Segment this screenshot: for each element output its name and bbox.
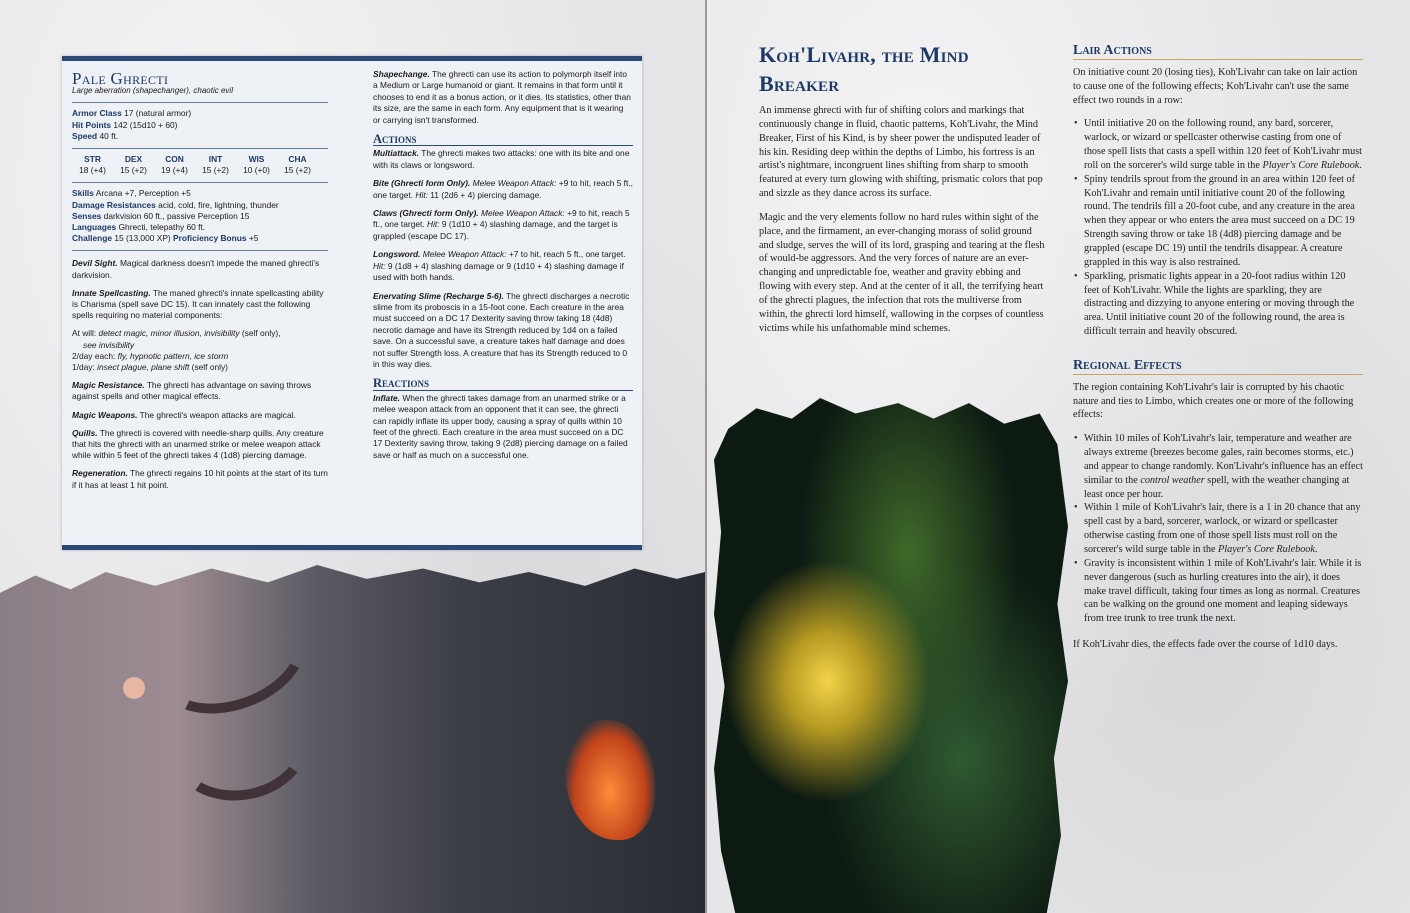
skills: Skills Arcana +7, Perception +5 (72, 188, 191, 199)
section-title: Koh'Livahr, the Mind Breaker (759, 42, 969, 96)
action: Enervating Slime (Recharge 5-6). The ghrecti discharges a necrotic slime from its proboscis in a 15-foot cone. Each creature in the area must succeed on a DC 17 Dexterity saving throw taking 18 (4d8) necrotic damage and have its Strength reduced by 1d4 on a failed save. On a successful save, a creature takes half damage and does not suffer Strength loss. A creature that has its Strength reduced to 0 in this way dies. (373, 290, 630, 369)
divider (72, 182, 328, 183)
lore-paragraph: Magic and the very elements follow no hard rules within sight of the place, and the firmament, an ever-changing morass of solid ground and sludge, serves the will of its lord, grasping and tearing at the flesh of would-be aggressors. And the very forces of nature are an ever-changing and unpredictable foe, weather and gravity ebbing and flowing with every step. And at the center of it all, the terrifying heart of the ghrecti plagues, the infection that rots the multiverse from within, the ghrecti lord himself, wallowing in the corpses of countless victims while his unfathomable mind schemes. (759, 211, 1045, 334)
reaction: Inflate. When the ghrecti takes damage from an unarmed strike or a melee weapon attack from an opponent that it can see, the ghrecti can rapidly inflate its upper body, causing a spray of quills within 10 feet of the ghrecti. Each creature in the area must succeed on a DC 17 Dexterity saving throw, taking 9 (2d8) piercing damage on a failed save or half as much on a successful one. (373, 392, 628, 460)
action: Longsword. Melee Weapon Attack: +7 to hit, reach 5 ft., one target. Hit: 9 (1d8 + 4) slashing damage or 9 (1d10 + 4) slashing damage if used with both hands. (373, 249, 626, 283)
damage-resistances: Damage Resistances acid, cold, fire, lightning, thunder (72, 199, 279, 210)
lair-actions-list (1073, 117, 1363, 339)
list-item: • Until initiative 20 on the following round, any bard, sorcerer, warlock, or wizard or spellcaster otherwise casting from one of those spell lists that casts a spell within 120 feet of Koh'Livahr must roll on the sorcerer's wild surge table in the Player's Core Rulebook. (1073, 117, 1363, 172)
monster-type: Large aberration (shapechanger), chaotic evil (72, 86, 233, 96)
trait: Devil Sight. Magical darkness doesn't impede the maned ghrecti's darkvision. (72, 258, 320, 280)
action: Multiattack. The ghrecti makes two attacks: one with its bite and one with its claws or longsword. (373, 148, 630, 170)
ability-score: 15 (+2) (120, 165, 147, 176)
ability-name: STR (84, 154, 101, 165)
lair-column (1073, 44, 1363, 662)
list-item: • Spiny tendrils sprout from the ground in an area within 120 feet of Koh'Livahr and remain until initiative count 20 of the following round. The tendrils fill a 20-foot cube, and any creature in the area when they appear or who enters the area must succeed on a DC 19 Strength saving throw or take 18 (4d8) piercing damage and be grappled (escape DC 19) until the tendrils disappear. A creature grappled in this way is also restrained. (1073, 173, 1363, 270)
ability-name: CON (165, 154, 184, 165)
regional-effects-heading: Regional Effects (1073, 359, 1363, 375)
trait: Magic Weapons. The ghrecti's weapon attacks are magical. (72, 409, 296, 420)
ability-score: 10 (+0) (243, 165, 270, 176)
divider (72, 250, 328, 251)
stat-block (62, 56, 642, 550)
armor-class: Armor Class 17 (natural armor) (72, 108, 192, 119)
regional-intro: The region containing Koh'Livahr's lair is corrupted by his chaotic nature and ties to Limbo, which creates one or more of the following effects: (1073, 381, 1354, 421)
trait: Shapechange. The ghrecti can use its action to polymorph itself into a Medium or Large humanoid or giant. It remains in that form until it chooses to end it as a bonus action, or it dies. Its statistics, other than its size, are the same in each form. Any equipment that is it wearing or carrying isn't transformed. (373, 69, 631, 125)
reactions-heading: Reactions (373, 378, 633, 390)
stat-block-column-1 (72, 69, 328, 491)
ability-score: 18 (+4) (79, 165, 106, 176)
divider (72, 102, 328, 103)
trait: Innate Spellcasting. The maned ghrecti's innate spellcasting ability is Charisma (spell save DC 15). It can innately cast the following spells requiring no material components: (72, 287, 324, 321)
lair-actions-heading: Lair Actions (1073, 44, 1363, 60)
ability-score: 15 (+2) (202, 165, 229, 176)
ability-name: DEX (124, 154, 143, 165)
languages: Languages Ghrecti, telepathy 60 ft. (72, 222, 206, 233)
hit-points: Hit Points 142 (15d10 + 60) (72, 119, 178, 130)
trait: Regeneration. The ghrecti regains 10 hit points at the start of its turn if it has at least 1 hit point. (72, 468, 328, 490)
lore-paragraph: An immense ghrecti with fur of shifting colors and markings that continuously change in fluid, chaotic patterns, Koh'Livahr, the Mind Breaker, First of his Kind, is by sheer power the undisputed leader of his kin. Residing deep within the depths of Limbo, his fortress is an artist's nightmare, incongruent lines shifting from sharp to smooth featured at every turn glowing with shifting, prismatic colors that pop and sizzle as they dance across its surface. (759, 105, 1043, 200)
senses: Senses darkvision 60 ft., passive Perception 15 (72, 210, 250, 221)
actions-heading: Actions (373, 134, 633, 146)
spell-list: At will: detect magic, minor illusion, invisibility (self only), see invisibility 2/day each: fly, hypnotic pattern, ice storm 1/day: insect plague, plane shift (self only) (72, 328, 281, 373)
ability-name: INT (208, 154, 223, 165)
ability-name: CHA (288, 154, 307, 165)
divider (72, 148, 328, 149)
trait: Magic Resistance. The ghrecti has advantage on saving throws against spells and other magical effects. (72, 380, 312, 402)
regional-outro: If Koh'Livahr dies, the effects fade over the course of 1d10 days. (1073, 639, 1338, 651)
stat-block-column-2 (373, 69, 633, 461)
list-item: • Sparkling, prismatic lights appear in a 20-foot radius within 120 feet of Koh'Livahr. While the lights are sparkling, they are distracting and dizzying to anyone entering or moving through the area. Until initiative count 20 of the following round, the area is difficult terrain and heavily obscured. (1073, 270, 1363, 339)
list-item: • Within 1 mile of Koh'Livahr's lair, there is a 1 in 20 chance that any spell cast by a bard, sorcerer, warlock, or wizard or spellcaster otherwise casting from one of those spell lists must roll on the sorcerer's wild surge table in the Player's Core Rulebook. (1073, 501, 1363, 556)
moon-illustration (123, 677, 145, 699)
action: Bite (Ghrecti form Only). Melee Weapon Attack: +9 to hit, reach 5 ft., one target. Hit: 11 (2d6 + 4) piercing damage. (373, 178, 633, 200)
ability-score: 15 (+2) (284, 165, 311, 176)
list-item: • Within 10 miles of Koh'Livahr's lair, temperature and weather are always extreme (breezes become gales, rain becomes storms, etc.) and appear to change randomly. Kon'Livahr's influence has an effect similar to the control weather spell, with the weather changing at least once per hour. (1073, 432, 1363, 501)
ability-scores (72, 154, 318, 176)
ability-score: 19 (+4) (161, 165, 188, 176)
challenge: Challenge 15 (13,000 XP) Proficiency Bonus +5 (72, 233, 259, 244)
list-item: • Gravity is inconsistent within 1 mile of Koh'Livahr's lair. While it is never dangerous (such as hurling creatures into the air), it does make travel difficult, taking four times as long as normal. Creatures can be walking on the ground one moment and leaping sideways from tree trunk to tree trunk the next. (1073, 557, 1363, 626)
speed: Speed 40 ft. (72, 130, 119, 141)
action: Claws (Ghrecti form Only). Melee Weapon Attack: +9 to hit, reach 5 ft., one target. Hit: 9 (1d10 + 4) slashing damage, and the target is grappled (escape DC 17). (373, 208, 630, 241)
lore-column (759, 104, 1049, 346)
ability-name: WIS (248, 154, 265, 165)
mind-breaker-illustration (714, 398, 1068, 913)
monster-name: Pale Ghrecti (72, 69, 169, 88)
lair-intro: On initiative count 20 (losing ties), Koh'Livahr can take on lair action to cause one of the following effects; Koh'Livahr can't use the same effect two rounds in a row: (1073, 66, 1358, 106)
trait: Quills. The ghrecti is covered with needle-sharp quills. Any creature that hits the ghrecti with an unarmed strike or melee weapon attack while within 5 feet of the ghrecti takes 4 (1d8) piercing damage. (72, 427, 324, 461)
regional-effects-list (1073, 432, 1363, 626)
